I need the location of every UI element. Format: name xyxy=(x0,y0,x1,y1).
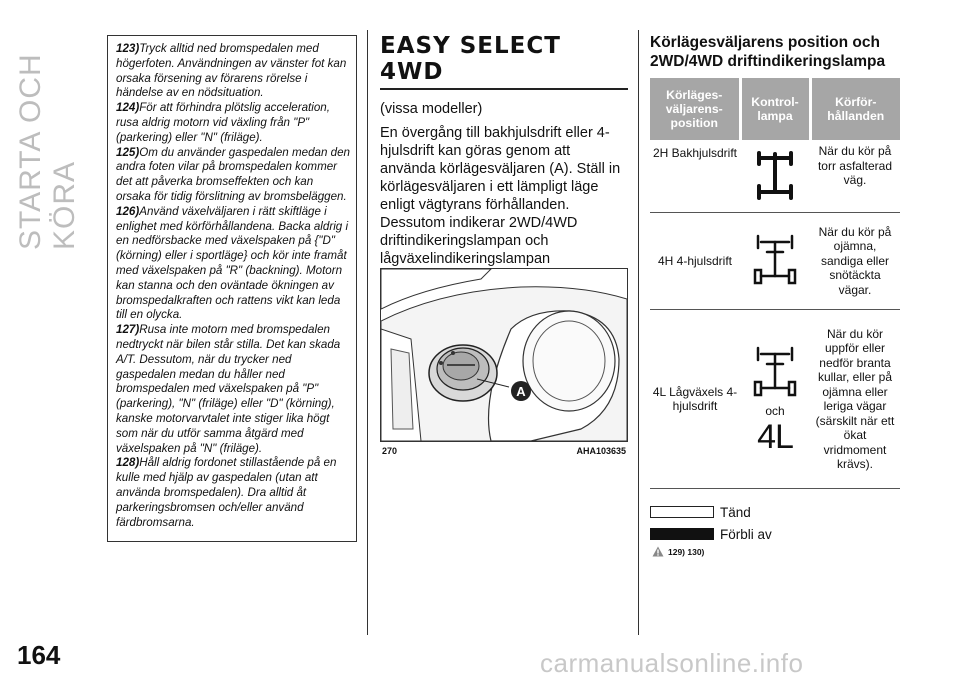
position-cell: 4H 4-hjulsdrift xyxy=(650,213,740,310)
callout-a: A xyxy=(516,384,526,399)
table-row xyxy=(650,140,900,213)
lamp-legend xyxy=(650,503,772,547)
table-row xyxy=(650,213,900,310)
low-gear-4l-icon: 4L xyxy=(757,418,793,456)
position-cell: 2H Bakhjulsdrift xyxy=(650,140,740,213)
drive-mode-table xyxy=(650,78,900,489)
4wd-drivetrain-icon xyxy=(753,344,797,398)
legend-label: Tänd xyxy=(720,504,751,520)
4wd-drivetrain-icon xyxy=(753,232,797,286)
page-number: 164 xyxy=(17,640,61,670)
column-divider xyxy=(367,30,368,635)
figure-code: AHA103635 xyxy=(576,446,626,456)
warning-number: 128) xyxy=(116,456,140,470)
warning-item xyxy=(116,146,350,205)
warning-item xyxy=(116,456,350,530)
warning-triangle-icon xyxy=(652,546,664,557)
warning-box xyxy=(107,35,357,542)
indicator-heading: Körlägesväljarens position och 2WD/4WD driftindikeringslampa xyxy=(650,34,886,70)
legend-item-on xyxy=(650,503,772,521)
col-header-conditions: Körför-hållanden xyxy=(810,78,900,140)
section-title: EASY SELECT 4WD xyxy=(380,33,561,85)
section-subtitle: (vissa modeller) xyxy=(380,101,483,117)
watermark: carmanualsonline.info xyxy=(540,648,804,678)
figure-number: 270 xyxy=(382,446,398,456)
lamp-cell xyxy=(740,140,810,213)
warning-number: 123) xyxy=(116,42,140,55)
warning-item xyxy=(116,205,350,323)
lamp-cell xyxy=(740,310,810,489)
table-row xyxy=(650,310,900,489)
reference-numbers: 129) 130) xyxy=(668,546,705,557)
conditions-cell: När du kör på ojämna, sandiga eller snötäckta vägar. xyxy=(810,213,900,310)
column-divider xyxy=(638,30,639,635)
warning-item xyxy=(116,42,350,101)
warning-text: Rusa inte motorn med bromspedalen nedtryckt när bilen står stilla. Det kan skada A/T. Dessutom, när du trycker ned gaspedalen medan du håller ned bromspedalen med växelspaken på "P" (parkering), "N" (friläge) eller "D" (körning), kanske motorvarvtalet inte stiger lika högt som när du utför samma åtgärd med växelspaken på "N" (friläge). xyxy=(116,323,341,455)
position-cell: 4L Lågväxels 4-hjulsdrift xyxy=(650,310,740,489)
col-header-lamp: Kontrol-lampa xyxy=(740,78,810,140)
title-rule xyxy=(380,88,628,90)
conditions-cell: När du kör på torr asfalterad väg. xyxy=(810,140,900,213)
indicator-section xyxy=(650,33,900,71)
warning-references xyxy=(652,546,704,557)
lamp-off-swatch xyxy=(650,528,714,540)
2wd-drivetrain-icon xyxy=(753,148,797,200)
selector-photo xyxy=(380,268,628,442)
legend-item-off xyxy=(650,525,772,543)
warning-text: Använd växelväljaren i rätt skiftläge i enlighet med körförhållandena. Backa aldrig i en nedförsbacke med växelspaken på {"D" (körning) eller i sportläge} och kör inte framåt med växelspaken på "R" (backning). Motorn kan stanna och den oväntade ökningen av bromspedalkraften och rattens vikt kan leda till en olycka. xyxy=(116,204,349,322)
warning-number: 124) xyxy=(116,101,140,115)
section-side-title: STARTA OCH KÖRA xyxy=(14,53,81,250)
warning-number: 125) xyxy=(116,145,140,159)
lamp-and-text: och xyxy=(765,403,785,418)
warning-number: 126) xyxy=(116,204,140,218)
legend-label: Förbli av xyxy=(720,526,772,542)
warning-number: 127) xyxy=(116,323,140,337)
warning-text: För att förhindra plötslig acceleration, rusa aldrig motorn vid växling från "P" (parkering) eller "N" (friläge). xyxy=(116,101,330,144)
warning-text: Tryck alltid ned bromspedalen med högerfoten. Användningen av vänster fot kan orsaka försening av förarens rörelse i händelse av en nödsituation. xyxy=(116,42,347,100)
warning-item xyxy=(116,101,350,145)
drive-mode-selector-illustration xyxy=(381,269,627,441)
conditions-cell: När du kör uppför eller nedför branta kullar, eller på ojämna eller leriga vägar (särskilt när ett ökat vridmoment krävs). xyxy=(810,310,900,489)
lamp-cell xyxy=(740,213,810,310)
lamp-on-swatch xyxy=(650,506,714,518)
col-header-position: Körläges-väljarens-position xyxy=(650,78,740,140)
section-body: En övergång till bakhjulsdrift eller 4-hjulsdrift kan göras genom att använda körlägesväljaren (A). Ställ in körlägesväljaren i ett lämpligt läge enligt vägtyrans förhållanden. Dessutom indikerar 2WD/4WD driftindikeringslampan och lågväxelindikeringslampan xyxy=(380,125,621,267)
warning-item xyxy=(116,323,350,456)
warning-text: Om du använder gaspedalen medan den andra foten vilar på bromspedalen kommer det att påverka bromseffekten och kan orsaka för tidig förslitning av bromsbeläggen. xyxy=(116,145,350,203)
warning-text: Håll aldrig fordonet stillastående på en kulle med hjälp av gaspedalen (utan att använda bromspedalen). Dra alltid åt parkeringsbromsen och/eller använd färdbromsarna. xyxy=(116,456,337,529)
